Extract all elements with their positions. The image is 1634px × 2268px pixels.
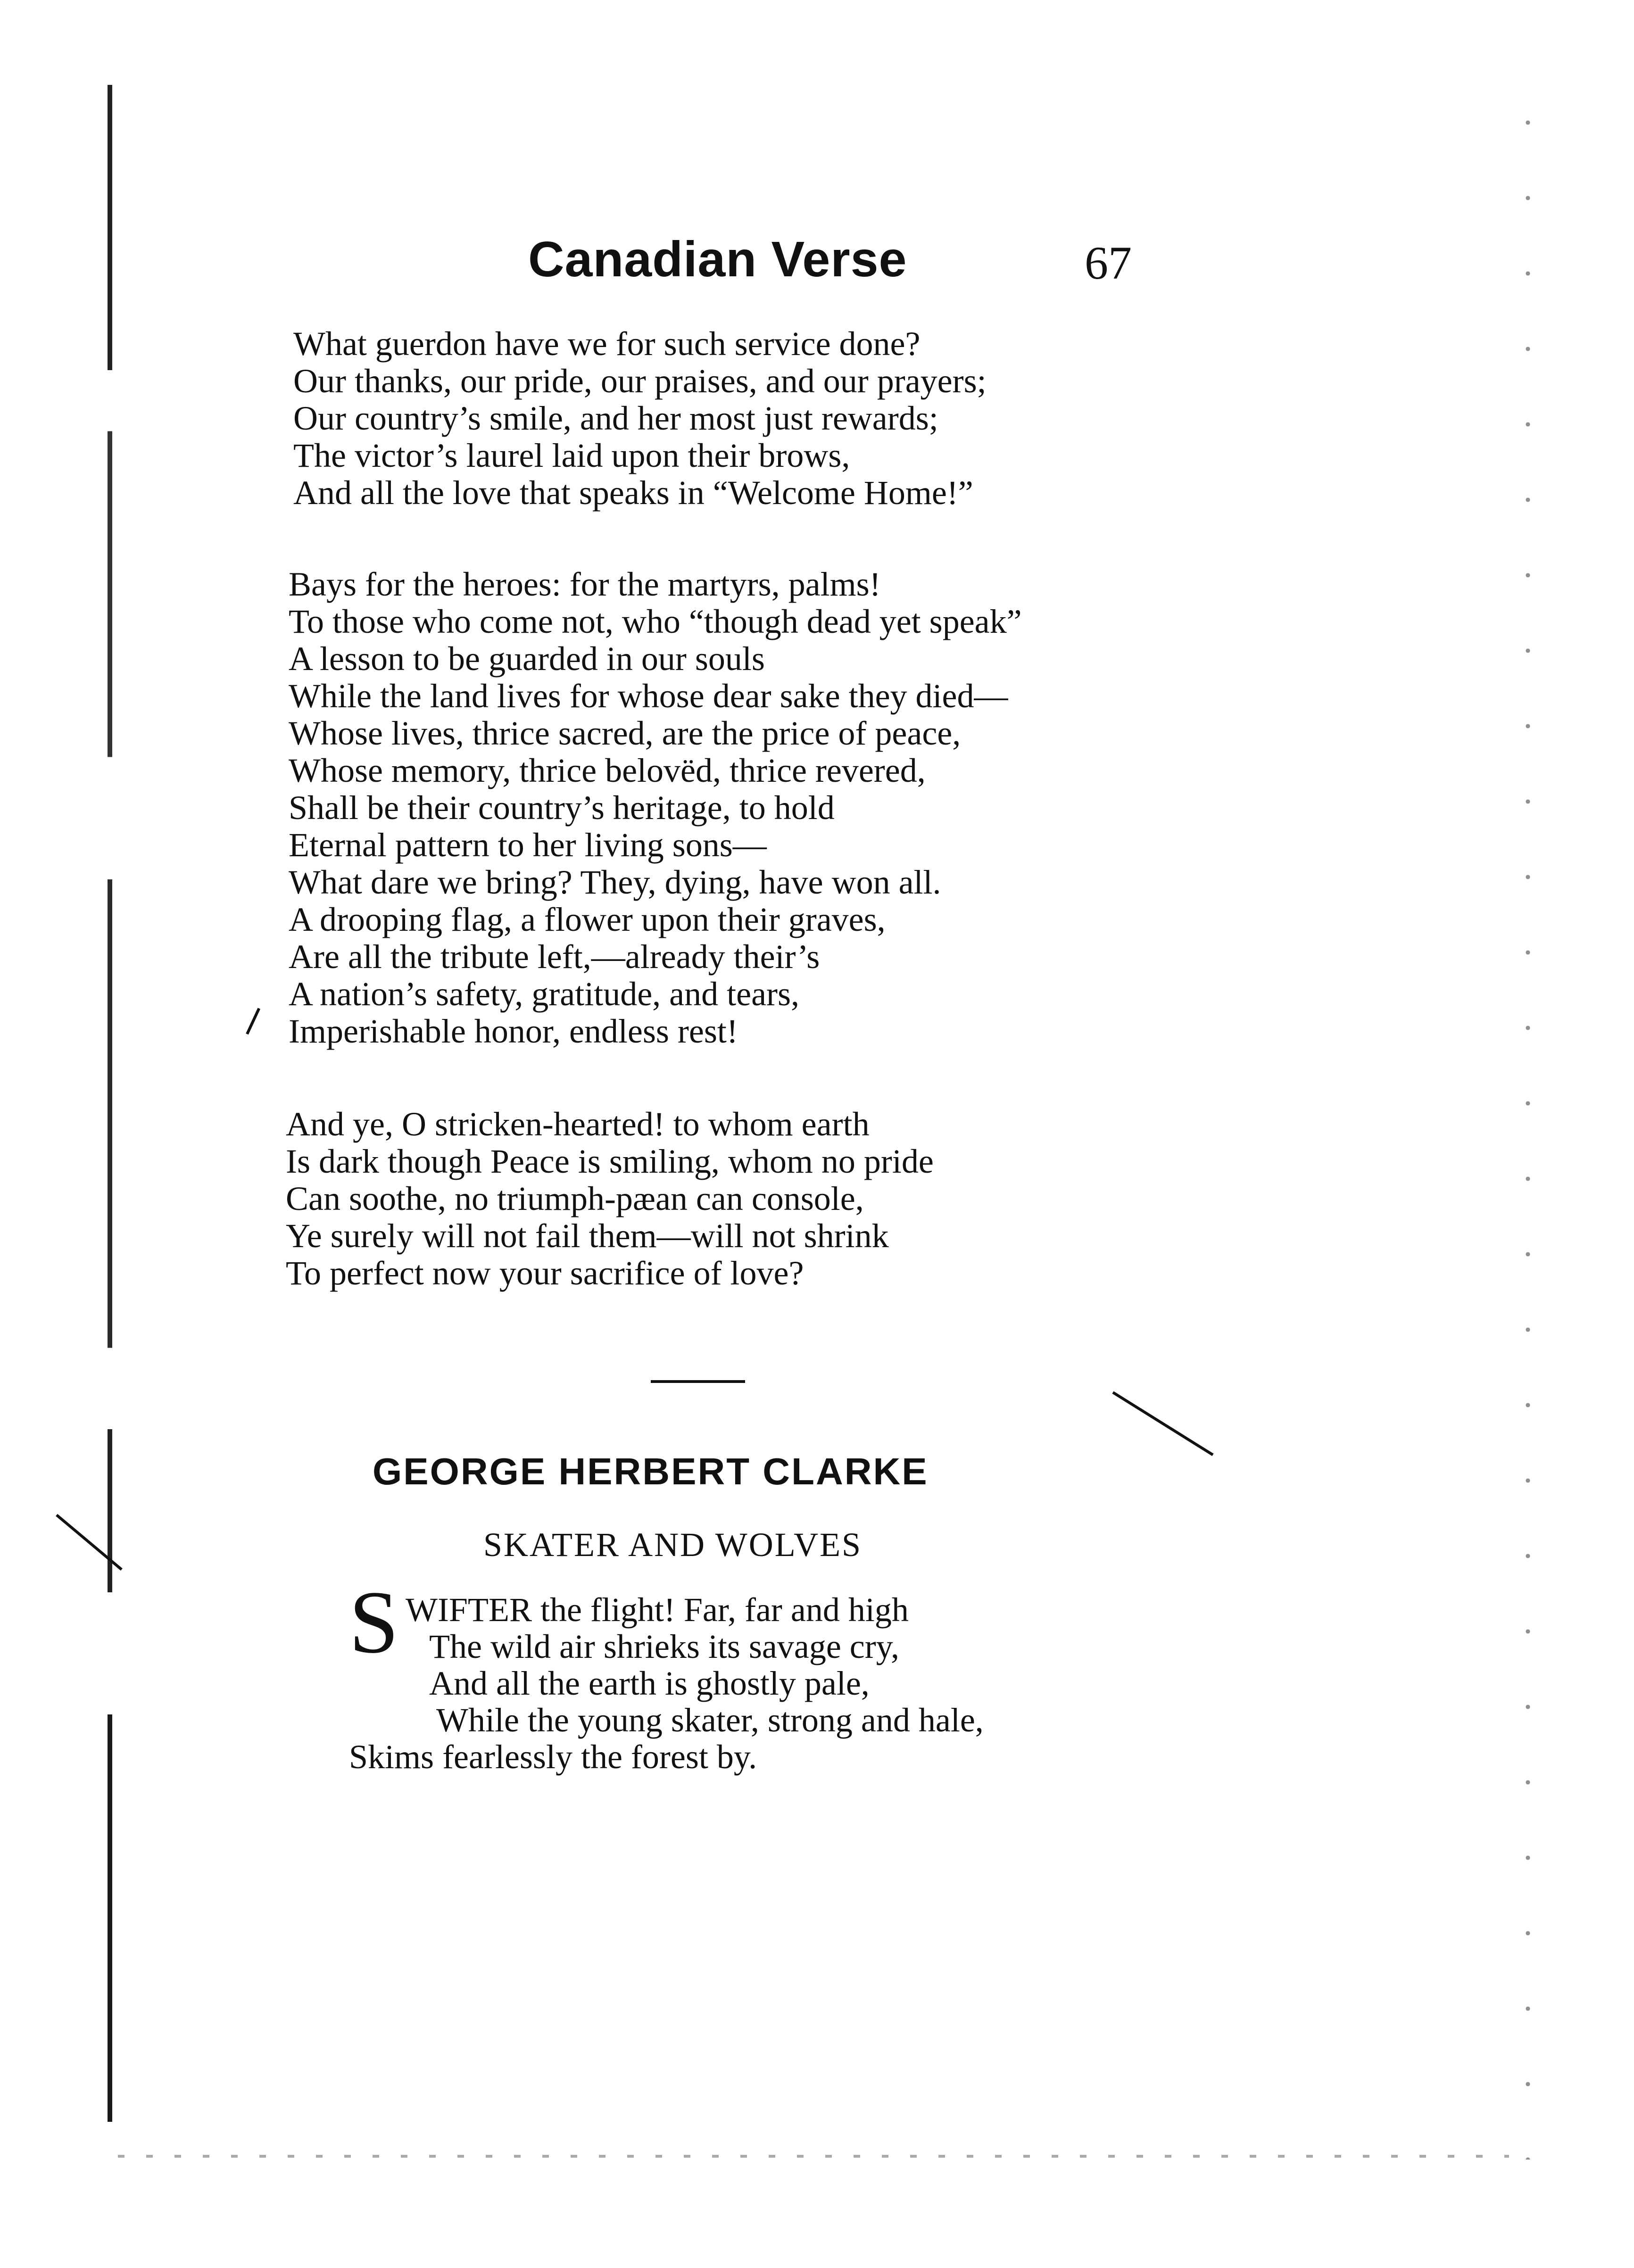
- poem-line: Our thanks, our pride, our praises, and our prayers;: [293, 362, 987, 400]
- poem-line: A lesson to be guarded in our souls: [289, 640, 765, 678]
- binding-edge-shadow: [108, 85, 112, 2122]
- poem-line: The wild air shrieks its savage cry,: [429, 1628, 900, 1665]
- scan-speckle: [1518, 85, 1537, 2160]
- pen-stroke-mark: [1112, 1391, 1213, 1456]
- poem-line: Is dark though Peace is smiling, whom no pride: [286, 1142, 934, 1180]
- poem-line: A nation’s safety, gratitude, and tears,: [289, 975, 800, 1013]
- poem-line: Whose memory, thrice belovëd, thrice revered,: [289, 752, 926, 789]
- poem-line: While the land lives for whose dear sake they died—: [289, 677, 1008, 715]
- section-divider: [651, 1380, 745, 1383]
- pen-stroke-mark: [246, 1008, 260, 1035]
- poem-line: Can soothe, no triumph-pæan can console,: [286, 1180, 864, 1217]
- poem-line: What dare we bring? They, dying, have won all.: [289, 863, 941, 901]
- drop-cap: S: [349, 1573, 399, 1672]
- poem-line: Ye surely will not fail them—will not shrink: [286, 1217, 889, 1255]
- poem-line: To those who come not, who “though dead yet speak”: [289, 603, 1022, 640]
- running-title: Canadian Verse: [528, 232, 907, 287]
- poem-line: And all the love that speaks in “Welcome Home!”: [293, 474, 973, 512]
- poem-line: Whose lives, thrice sacred, are the price of peace,: [289, 714, 961, 752]
- stanza: [293, 325, 987, 512]
- poem-title: SKATER AND WOLVES: [483, 1526, 863, 1564]
- poem-line: Eternal pattern to her living sons—: [289, 826, 767, 864]
- poem-line: Skims fearlessly the forest by.: [349, 1738, 757, 1776]
- poem-line: Shall be their country’s heritage, to hold: [289, 789, 835, 827]
- poem-body: [349, 1591, 984, 1775]
- poem-line: Our country’s smile, and her most just rewards;: [293, 399, 938, 437]
- poem-line: What guerdon have we for such service done?: [293, 325, 921, 363]
- poem-line: While the young skater, strong and hale,: [436, 1701, 984, 1739]
- poem-line: Are all the tribute left,—already their’s: [289, 938, 820, 976]
- poem-line: Imperishable honor, endless rest!: [289, 1012, 738, 1050]
- poem-line: And all the earth is ghostly pale,: [429, 1664, 870, 1702]
- page-number: 67: [1085, 237, 1132, 289]
- scan-bottom-edge: [118, 2155, 1509, 2158]
- poem-line: WIFTER the flight! Far, far and high: [406, 1591, 909, 1629]
- stanza: [289, 566, 1022, 1050]
- poem-line: Bays for the heroes: for the martyrs, palms!: [289, 565, 881, 603]
- stanza: [286, 1106, 934, 1292]
- poem-line: A drooping flag, a flower upon their graves,: [289, 901, 886, 938]
- poem-line: The victor’s laurel laid upon their brows,: [293, 437, 850, 474]
- poem-line: And ye, O stricken-hearted! to whom earth: [286, 1105, 870, 1143]
- author-heading: GEORGE HERBERT CLARKE: [373, 1450, 929, 1492]
- pen-stroke-mark: [56, 1514, 123, 1571]
- poem-line: To perfect now your sacrifice of love?: [286, 1254, 804, 1292]
